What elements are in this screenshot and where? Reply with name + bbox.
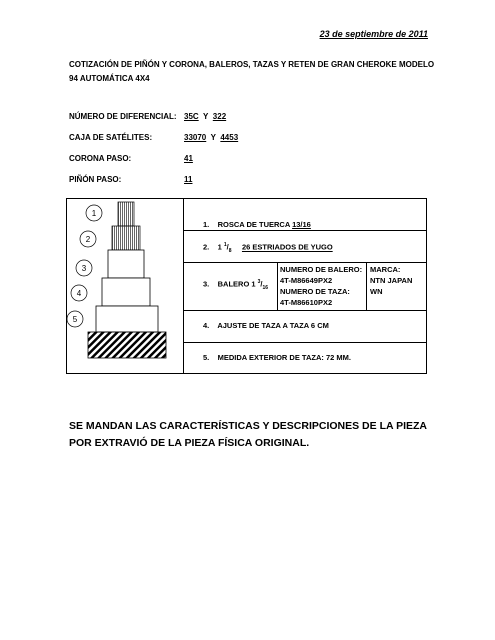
callout-label-5: 5 <box>72 315 78 324</box>
callout-label-2: 2 <box>85 235 91 244</box>
item-2: 2. 1 $^1/_8$ 26 ESTRIADOS DE YUGO <box>203 242 333 254</box>
taza-label: NUMERO DE TAZA: <box>280 287 350 296</box>
document-date: 23 de septiembre de 2011 <box>319 29 428 39</box>
item-3-frac-den: 16 <box>262 285 269 291</box>
item-5 <box>203 353 351 362</box>
spec-value-corona: 41 <box>184 154 193 163</box>
spec-value-diferencial <box>184 112 226 121</box>
item-3: 3. BALERO 1 $^3/_{16}$ <box>203 279 269 291</box>
bearing-section <box>108 250 144 278</box>
balero-cell <box>280 264 364 308</box>
satelites-value-2: 4453 <box>220 133 239 142</box>
marca-value: NTN JAPAN WN <box>370 276 413 296</box>
item-5-text: MEDIDA EXTERIOR DE TAZA: 72 MM. <box>217 353 351 362</box>
balero-value: 4T-M86649PX2 <box>280 276 333 285</box>
item-4-num: 4. <box>203 321 210 330</box>
thread-section <box>118 202 134 226</box>
marca-cell <box>370 264 422 297</box>
item-5-num: 5. <box>203 353 210 362</box>
item-3-frac-num: 3 <box>257 279 261 285</box>
callout-label-3: 3 <box>81 264 87 273</box>
item-2-value: 26 ESTRIADOS DE YUGO <box>241 242 333 252</box>
diferencial-sep: Y <box>203 112 209 121</box>
item-1-num: 1. <box>203 220 210 229</box>
diferencial-value-2: 322 <box>212 112 227 121</box>
marca-cell-divider <box>366 262 367 310</box>
pinion-shaft-diagram <box>66 198 184 374</box>
spec-value-satelites <box>184 133 238 142</box>
pinion-gear <box>88 332 166 358</box>
item-2-frac-den: 8 <box>228 248 232 254</box>
row-divider-4 <box>183 342 427 343</box>
callout-label-4: 4 <box>76 289 82 298</box>
taza-value: 4T-M86610PX2 <box>280 298 333 307</box>
spec-label-pinon: PIÑÓN PASO: <box>69 175 122 184</box>
item-3-text: BALERO 1 <box>217 279 256 289</box>
item-1-text: ROSCA DE TUERCA <box>217 220 290 229</box>
item-3-num: 3. <box>203 279 210 289</box>
satelites-sep: Y <box>210 133 216 142</box>
footer-note: SE MANDAN LAS CARACTERÍSTICAS Y DESCRIPCIONES DE LA PIEZA POR EXTRAVIÓ DE LA PIEZA FÍSICA ORIGINAL. <box>69 420 427 449</box>
item-2-frac-num: 1 <box>223 242 227 248</box>
callout-label-1: 1 <box>91 209 97 218</box>
spec-label-corona: CORONA PASO: <box>69 154 132 163</box>
row-divider-1 <box>183 230 427 231</box>
cup-section <box>102 278 150 306</box>
spec-value-pinon: 11 <box>184 175 193 184</box>
row-divider-2 <box>183 262 427 263</box>
item-4 <box>203 321 329 330</box>
item-1-value: 13/16 <box>292 220 311 229</box>
satelites-value-1: 33070 <box>184 133 207 142</box>
spec-label-diferencial: NÚMERO DE DIFERENCIAL: <box>69 112 177 121</box>
diferencial-value-1: 35C <box>184 112 199 121</box>
balero-cell-divider <box>277 262 278 310</box>
item-4-text: AJUSTE DE TAZA A TAZA 6 CM <box>217 321 329 330</box>
balero-label: NUMERO DE BALERO: <box>280 265 363 274</box>
outer-cup-section <box>96 306 158 332</box>
row-divider-3 <box>183 310 427 311</box>
spec-label-satelites: CAJA DE SATÉLITES: <box>69 133 153 142</box>
spline-section <box>112 226 140 250</box>
item-2-whole: 1 <box>217 242 222 252</box>
document-title: COTIZACIÓN DE PIÑÓN Y CORONA, BALEROS, TAZAS Y RETEN DE GRAN CHEROKE MODELO 94 AUTOMÁTICA 4X4 <box>69 60 435 83</box>
marca-label: MARCA: <box>370 265 401 274</box>
item-1 <box>203 220 311 229</box>
item-2-num: 2. <box>203 242 210 252</box>
